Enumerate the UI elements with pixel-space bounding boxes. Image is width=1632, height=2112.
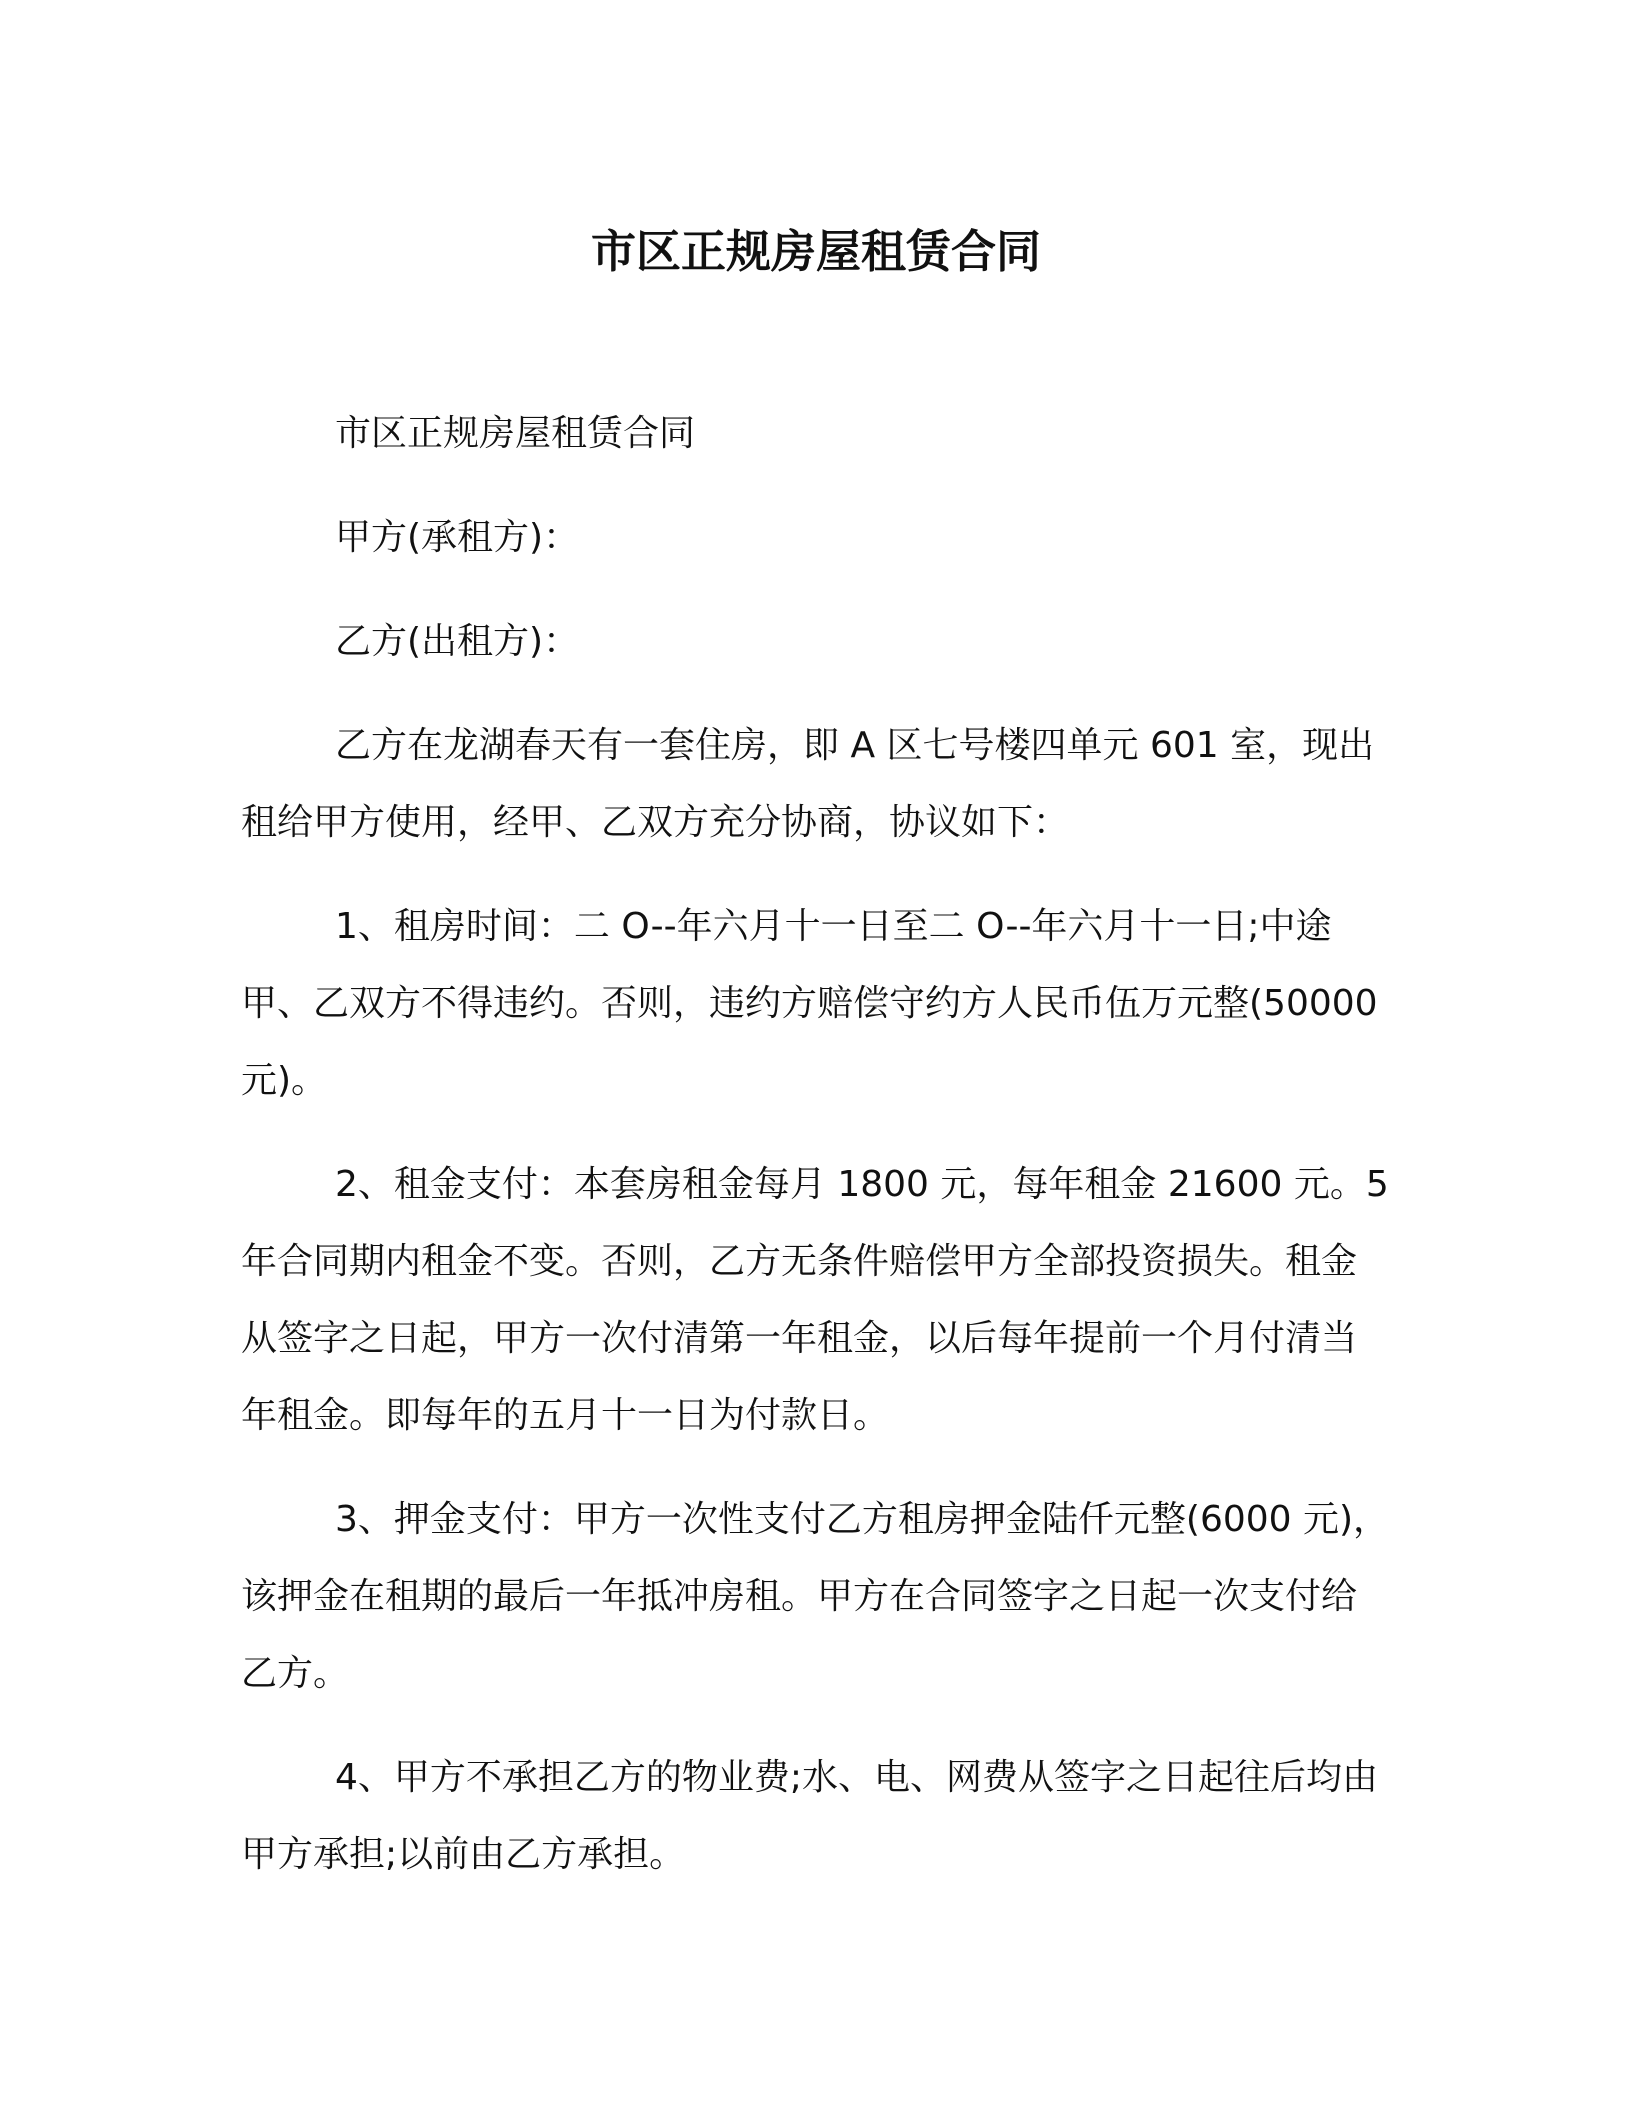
paragraph-party-a: 甲方(承租方)： (335, 517, 580, 558)
document-title: 市区正规房屋租赁合同 (590, 225, 1041, 278)
document-body (241, 395, 1391, 1893)
paragraph-clause-1: 1、租房时间：二 O--年六月十一日至二 O--年六月十一日;中途甲、乙双方不得违约。否则，违约方赔偿守约方人民币伍万元整(50000 元)。 (241, 906, 1378, 1101)
paragraph-clause-2: 2、租金支付：本套房租金每月 1800 元，每年租金 21600 元。5 年合同期内租金不变。否则，乙方无条件赔偿甲方全部投资损失。租金从签字之日起，甲方一次付清第一年租金，以后每年提前一个月付清当年租金。即每年的五月十一日为付款日。 (241, 1164, 1389, 1436)
paragraph-clause-3: 3、押金支付：甲方一次性支付乙方租房押金陆仟元整(6000 元)，该押金在租期的最后一年抵冲房租。甲方在合同签字之日起一次支付给乙方。 (241, 1499, 1390, 1694)
paragraph-intro: 乙方在龙湖春天有一套住房，即 A 区七号楼四单元 601 室，现出租给甲方使用，经甲、乙双方充分协商，协议如下： (241, 725, 1375, 843)
paragraph-heading: 市区正规房屋租赁合同 (335, 413, 696, 454)
paragraph-clause-4: 4、甲方不承担乙方的物业费;水、电、网费从签字之日起往后均由甲方承担;以前由乙方承担。 (241, 1757, 1379, 1875)
paragraph-party-b: 乙方(出租方)： (335, 621, 580, 662)
